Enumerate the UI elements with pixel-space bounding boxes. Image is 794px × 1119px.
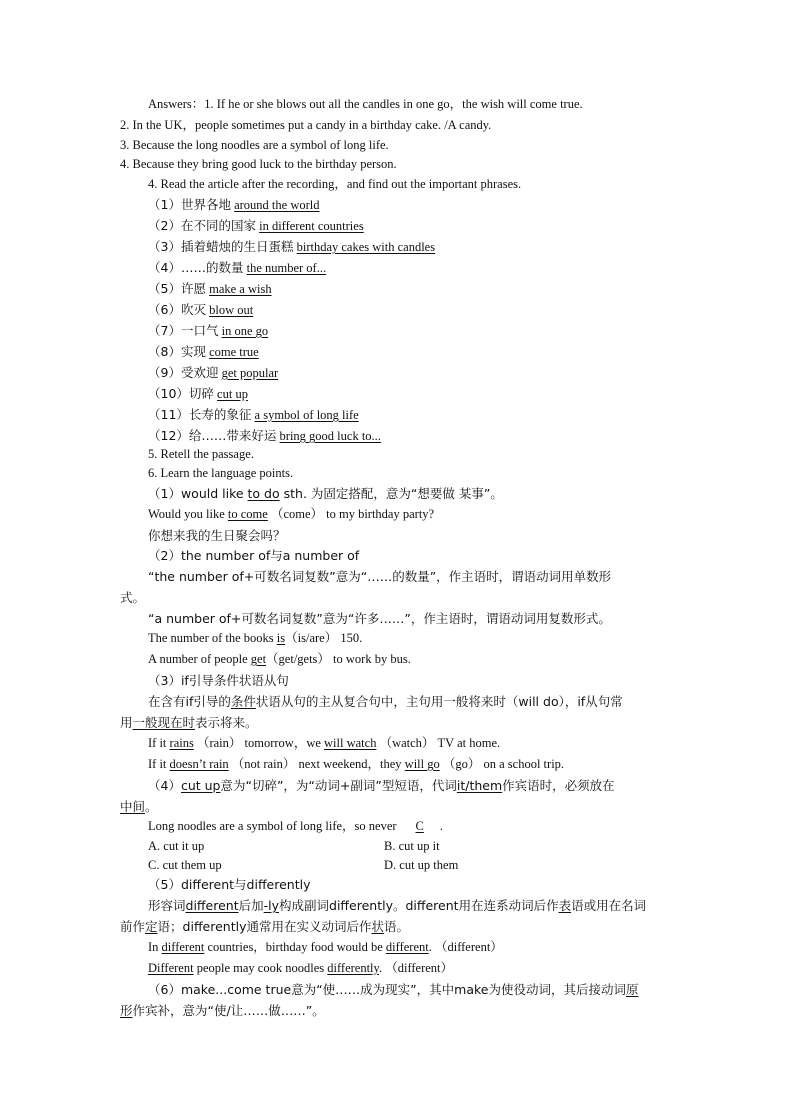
- answer-blank: C: [415, 819, 424, 833]
- language-point-2-example: A number of people get（get/gets） to work by bus.: [148, 652, 411, 666]
- language-point-1-heading: （1）would like to do sth. 为固定搭配，意为“想要做 某事”。: [148, 486, 503, 501]
- step-4-instruction: 4. Read the article after the recording，and find out the important phrases.: [148, 177, 522, 191]
- language-point-1-example: Would you like to come （come） to my birthday party?: [148, 507, 435, 521]
- phrase-item: （9）受欢迎 get popular: [148, 365, 279, 380]
- language-point-4-question: Long noodles are a symbol of long life，so never C .: [148, 819, 443, 833]
- answer-1: Answers：1. If he or she blows out all the candles in one go，the wish will come true.: [148, 97, 583, 111]
- answer-2: 2. In the UK，people sometimes put a candy in a birthday cake. /A candy.: [120, 118, 492, 132]
- step-5-instruction: 5. Retell the passage.: [148, 447, 254, 461]
- option-a: A. cut it up: [148, 839, 205, 853]
- answer-4: 4. Because they bring good luck to the birthday person.: [120, 157, 397, 171]
- phrase-item: （5）许愿 make a wish: [148, 281, 272, 296]
- step-6-instruction: 6. Learn the language points.: [148, 466, 294, 480]
- language-point-5-heading: （5）different与differently: [148, 877, 311, 892]
- phrase-item: （1）世界各地 around the world: [148, 197, 320, 212]
- option-d: D. cut up them: [384, 858, 459, 872]
- language-point-4-text: 中间。: [120, 799, 158, 814]
- phrase-item: （8）实现 come true: [148, 344, 259, 359]
- language-point-5-example: Different people may cook noodles differently. （different）: [148, 961, 454, 975]
- language-point-6-text: 形作宾补，意为“使/让……做……”。: [120, 1003, 325, 1018]
- language-point-5-text: 形容词different后加-ly构成副词differently。different用在连系动词后作表语或用在名词: [148, 898, 647, 913]
- phrase-item: （6）吹灭 blow out: [148, 302, 254, 317]
- language-point-5-text: 前作定语；differently通常用在实义动词后作状语。: [120, 919, 410, 934]
- language-point-3-heading: （3）if引导条件状语从句: [148, 673, 289, 688]
- language-point-2-example: The number of the books is（is/are） 150.: [148, 631, 363, 645]
- option-c: C. cut them up: [148, 858, 222, 872]
- language-point-4-text: （4）cut up意为“切碎”，为“动词+副词”型短语，代词it/them作宾语时，必须放在: [148, 778, 615, 793]
- language-point-2-heading: （2）the number of与a number of: [148, 548, 360, 563]
- language-point-5-example: In different countries，birthday food would be different. （different）: [148, 940, 503, 954]
- language-point-2-text: “the number of+可数名词复数”意为“……的数量”，作主语时，谓语动词用单数形: [148, 569, 612, 584]
- phrase-item: （4）……的数量 the number of...: [148, 260, 327, 275]
- answer-3: 3. Because the long noodles are a symbol of long life.: [120, 138, 389, 152]
- language-point-2-text: “a number of+可数名词复数”意为“许多……”，作主语时，谓语动词用复数形式。: [148, 611, 611, 626]
- language-point-6-text: （6）make...come true意为“使……成为现实”，其中make为使役动词，其后接动词原: [148, 982, 639, 997]
- phrase-item: （2）在不同的国家 in different countries: [148, 218, 364, 233]
- phrase-item: （3）插着蜡烛的生日蛋糕 birthday cakes with candles: [148, 239, 436, 254]
- phrase-item: （12）给……带来好运 bring good luck to...: [148, 428, 381, 443]
- option-b: B. cut up it: [384, 839, 440, 853]
- language-point-3-text: 在含有if引导的条件状语从句的主从复合句中，主句用一般将来时（will do），if从句常: [148, 694, 623, 709]
- language-point-2-text: 式。: [120, 590, 146, 605]
- language-point-1-translation: 你想来我的生日聚会吗？: [148, 528, 286, 543]
- phrase-item: （10）切碎 cut up: [148, 386, 248, 401]
- phrase-item: （11）长寿的象征 a symbol of long life: [148, 407, 359, 422]
- phrase-item: （7）一口气 in one go: [148, 323, 269, 338]
- language-point-3-example: If it rains （rain） tomorrow，we will watch （watch） TV at home.: [148, 736, 501, 750]
- language-point-3-example: If it doesn’t rain （not rain） next weekend，they will go （go） on a school trip.: [148, 757, 565, 771]
- language-point-3-text: 用一般现在时表示将来。: [120, 715, 258, 730]
